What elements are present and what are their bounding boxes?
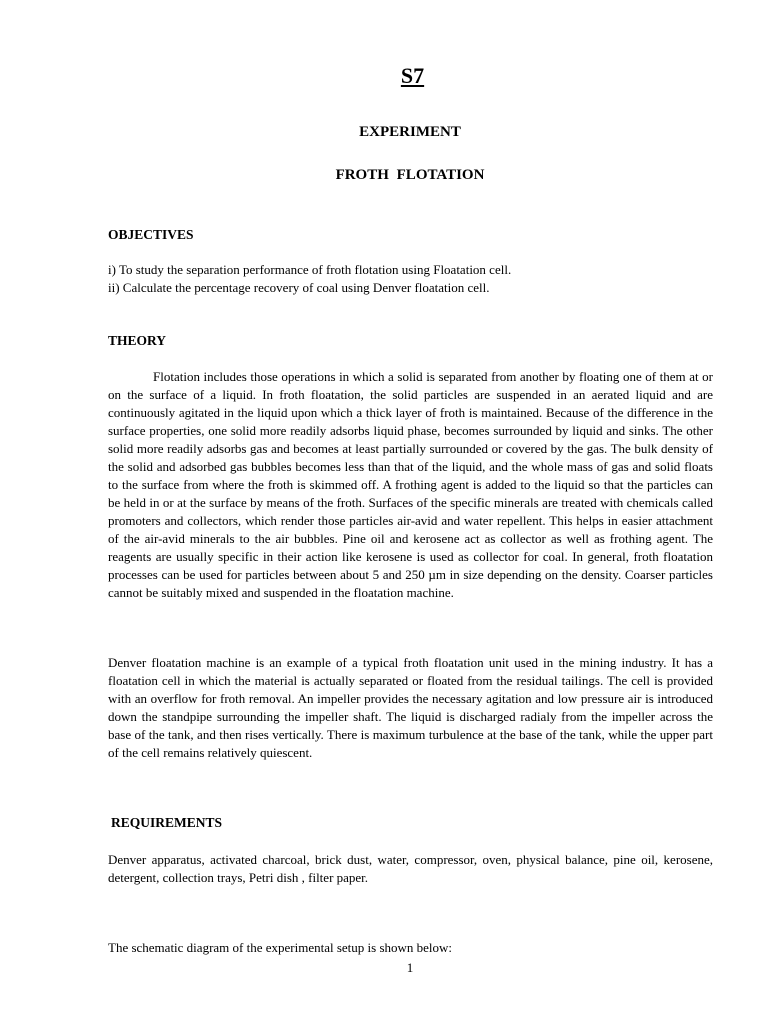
objective-item: i) To study the separation performance of froth flotation using Floatation cell. [108, 262, 512, 277]
requirements-text: Denver apparatus, activated charcoal, brick dust, water, compressor, oven, physical balance, pine oil, kerosene, detergent, collection trays, Petri dish , filter paper. [108, 852, 713, 885]
objectives-list [108, 261, 511, 297]
experiment-code: S7 [400, 63, 425, 88]
theory-paragraph-2: Denver floatation machine is an example of a typical froth floatation unit used in the mining industry. It has a floatation cell in which the material is actually separated or floated from the residual tailings. The cell is provided with an overflow for froth removal. An impeller provides the necessary agitation and low pressure air is introduced down the standpipe surrounding the impeller shaft. The liquid is discharged radialy from the impeller across the base of the tank, and then rises vertically. There is maximum turbulence at the base of the tank, while the upper part of the cell remains relatively quiescent. [108, 655, 713, 760]
page-number: 1 [406, 960, 414, 975]
objectives-heading: OBJECTIVES [108, 227, 194, 242]
requirements-heading: REQUIREMENTS [111, 815, 223, 830]
theory-paragraph-1: Flotation includes those operations in which a solid is separated from another by floating one of them at or on the surface of a liquid. In froth floatation, the solid particles are suspended in an aerated liquid and are continuously agitated in the liquid upon which a thick layer of froth is maintained. Because of the difference in the surface properties, one solid more readily adsorbs liquid phase, becomes surrounded by liquid and sinks. The other solid more readily adsorbs gas and becomes at least partially surrounded or covered by the gas. The bulk density of the solid and adsorbed gas bubbles becomes less than that of the liquid, and the whole mass of gas and solid floats to the surface from where the froth is skimmed off. A frothing agent is added to the liquid so that the particles can be held in or at the surface by means of the froth. Surfaces of the specific minerals are treated with chemicals called promoters and collectors, which render those particles air-avid and water repellent. This helps in easier attachment of the air-avid minerals to the air bubbles. Pine oil and kerosene act as collector as well as frothing agent. The reagents are usually specific in their action like kerosene is used as collector for coal. In general, froth floatation processes can be used for particles between about 5 and 250 µm in size depending on the density. Coarser particles cannot be suitably mixed and suspended in the floatation machine. [108, 369, 713, 600]
experiment-title: FROTH FLOTATION [335, 167, 485, 183]
experiment-label: EXPERIMENT [359, 124, 461, 140]
theory-heading: THEORY [108, 333, 167, 348]
objective-item: ii) Calculate the percentage recovery of coal using Denver floatation cell. [108, 280, 490, 295]
schematic-intro: The schematic diagram of the experimental setup is shown below: [108, 940, 453, 955]
